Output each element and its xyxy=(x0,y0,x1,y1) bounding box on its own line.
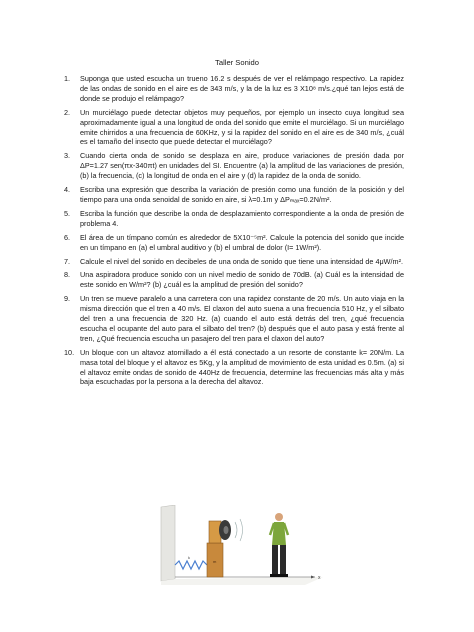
problem-item xyxy=(64,348,404,388)
problem-text: Suponga que usted escucha un trueno 16.2 s después de ver el relámpago respectivo. La rapidez de las ondas de sonido en el aire es de 343 m/s, y la de la luz es 3 X10⁸ m/s.¿qué tan lejos está de donde se produjo el relámpago? xyxy=(80,74,404,103)
problem-text: Cuando cierta onda de sonido se desplaza en aire, produce variaciones de presión dada por ΔP=1.27 sen(πx-340πt) en unidades del SI. Encuentre (a) la amplitud de las variaciones de presión, (b) la frecuencia, (c) la longitud de onda en el aire y (d) la rapidez de la onda de sonido. xyxy=(80,151,404,181)
problem-list xyxy=(64,74,404,391)
floor xyxy=(161,577,323,585)
problem-number: 6. xyxy=(64,232,71,242)
problem-text: Un tren se mueve paralelo a una carretera con una rapidez constante de 20 m/s. Un auto viaja en la misma dirección que el tren a 40 m/s. El claxon del auto suena a una frecuencia 510 Hz, y el silbato del tren a una frecuencia de 320 Hz. (a) cuando el auto está detrás del tren, ¿qué frecuencia escucha el ocupante del auto para el silbato del tren? (b) después que el auto pasa y está frente al tren, ¿Qué frecuencia escucha un pasajero del tren para el claxon del auto? xyxy=(80,294,404,343)
problem-item xyxy=(64,151,404,181)
problem-number: 9. xyxy=(64,294,71,304)
problem-number: 8. xyxy=(64,270,71,280)
problem-item xyxy=(64,233,404,253)
problem-text: Una aspiradora produce sonido con un nivel medio de sonido de 70dB. (a) Cuál es la intensidad de este sonido en W/m²? (b) ¿cuál es la amplitud de presión del sonido? xyxy=(80,270,404,290)
problem-text: Escriba una expresión que describa la variación de presión como una función de la posición y del tiempo para una onda senoidal de sonido en aire, si λ=0.1m y ΔPₘₐₓ=0.2N/m². xyxy=(80,185,404,204)
spring-label: k xyxy=(188,555,190,560)
problem-number: 3. xyxy=(64,151,71,161)
problem-number: 1. xyxy=(64,74,71,83)
problem-item xyxy=(64,270,404,290)
sound-wave xyxy=(235,522,237,538)
listener-person xyxy=(270,513,288,577)
problem-item xyxy=(64,257,404,267)
problem-text: Un murciélago puede detectar objetos muy pequeños, por ejemplo un insecto cuya longitud sea aproximadamente igual a una longitud de onda del sonido que emite el murciélago. Si un murciélago emite chirridos a una frecuencia de 60KHz, y si la rapidez del sonido en el aire es de 340 m/s, ¿cuál es el tamaño del insecto que puede detectar el murciélago? xyxy=(80,107,404,147)
problem-number: 2. xyxy=(64,107,71,117)
problem-number: 10. xyxy=(64,347,75,357)
sound-wave xyxy=(240,519,243,541)
problem-number: 5. xyxy=(64,208,71,218)
speaker-spring-figure xyxy=(155,505,325,585)
problem-text: Un bloque con un altavoz atornillado a él está conectado a un resorte de constante k= 20N/m. La masa total del bloque y el altavoz es 5Kg, y la amplitud de movimiento de esta unidad es 0.5m. (a) si el altavoz emite ondas de sonido de 440Hz de frecuencia, determine las frecuencias más alta y más baja escuchadas por la persona a la derecha del altavoz. xyxy=(80,347,404,387)
problem-text: Escriba la función que describe la onda de desplazamiento correspondiente a la onda de presión de problema 4. xyxy=(80,208,404,228)
problem-item xyxy=(64,209,404,229)
spring xyxy=(175,561,207,569)
problem-item xyxy=(64,185,404,205)
problem-number: 7. xyxy=(64,256,71,266)
mass-label: m xyxy=(213,559,217,564)
page-title: Taller Sonido xyxy=(215,58,259,67)
wall xyxy=(161,505,175,581)
problem-text: Calcule el nivel del sonido en decibeles de una onda de sonido que tiene una intensidad de 4μW/m². xyxy=(80,256,403,266)
speaker-center xyxy=(224,526,229,534)
x-axis-label: x xyxy=(318,575,321,581)
problem-text: El área de un tímpano común es alrededor de 5X10⁻⁵m². Calcule la potencia del sonido que incide en un tímpano en (a) el umbral auditivo y (b) el umbral de dolor (I= 1W/m²). xyxy=(80,232,404,252)
problem-item xyxy=(64,74,404,104)
problem-number: 4. xyxy=(64,185,71,195)
problem-item xyxy=(64,108,404,148)
problem-item xyxy=(64,294,404,344)
